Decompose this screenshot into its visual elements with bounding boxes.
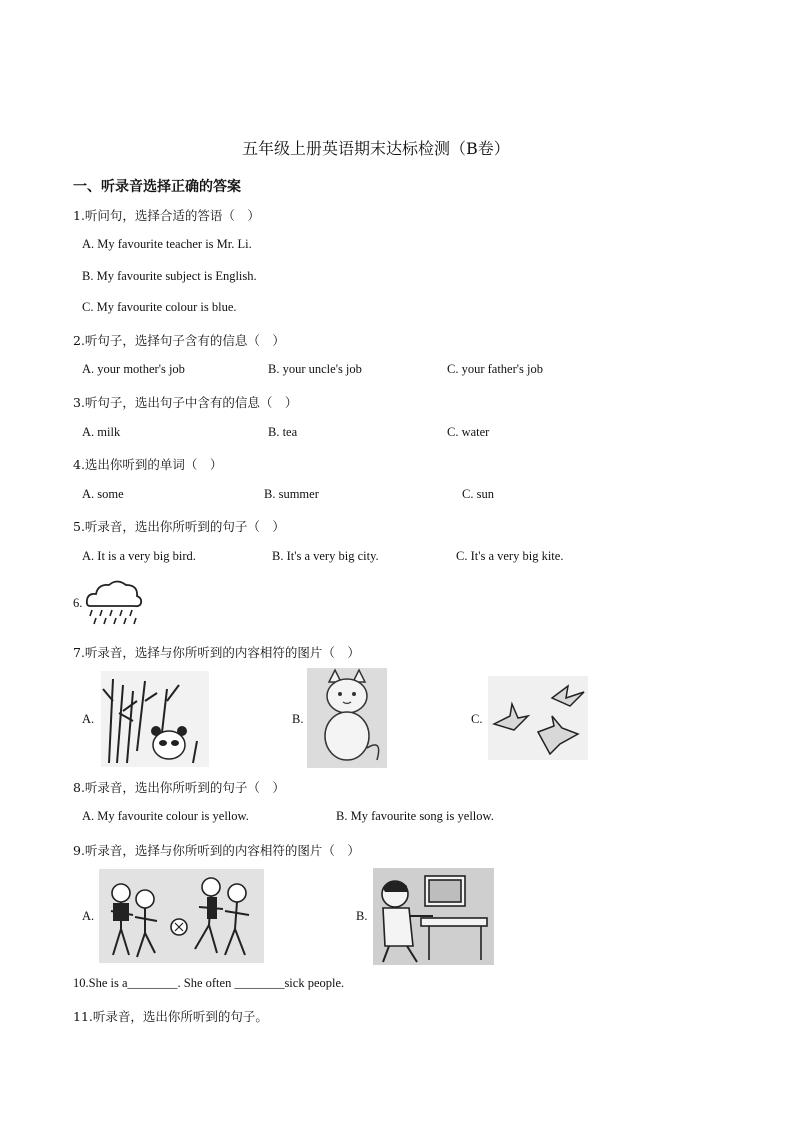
question-4-option-c: C. sun — [462, 487, 494, 501]
question-7-label-a: A. — [82, 712, 95, 726]
question-9-label-b: B. — [356, 909, 368, 923]
question-2-stem: 2.听句子，选择句子含有的信息（ ） — [73, 333, 285, 348]
question-2-option-c: C. your father's job — [447, 362, 543, 376]
question-9-label-a: A. — [82, 909, 95, 923]
rain-cloud-icon — [84, 576, 144, 630]
kids-playing-football-image — [99, 869, 264, 963]
question-3-option-a: A. milk — [82, 425, 121, 439]
question-2-option-b: B. your uncle's job — [268, 362, 362, 376]
question-6-number: 6. — [73, 596, 83, 610]
section-heading: 一、听录音选择正确的答案 — [73, 179, 241, 195]
page-title: 五年级上册英语期末达标检测（B卷） — [242, 139, 510, 158]
question-5-option-c: C. It's a very big kite. — [456, 549, 564, 563]
cat-image — [307, 668, 387, 768]
question-4-option-a: A. some — [82, 487, 124, 501]
question-1-option-c: C. My favourite colour is blue. — [82, 300, 237, 314]
question-1-stem: 1.听问句，选择合适的答语（ ） — [73, 208, 260, 223]
question-11-stem: 11.听录音，选出你所听到的句子。 — [73, 1009, 268, 1024]
question-7-stem: 7.听录音，选择与你所听到的内容相符的图片（ ） — [73, 645, 360, 660]
question-4-stem: 4.选出你听到的单词（ ） — [73, 457, 223, 472]
question-3-stem: 3.听句子，选出句子中含有的信息（ ） — [73, 395, 298, 410]
question-5-stem: 5.听录音，选出你所听到的句子（ ） — [73, 519, 285, 534]
question-5-option-b: B. It's a very big city. — [272, 549, 379, 563]
question-3-option-b: B. tea — [268, 425, 298, 439]
question-8-stem: 8.听录音，选出你所听到的句子（ ） — [73, 780, 285, 795]
question-10-text: 10.She is a________. She often ________sick people. — [73, 976, 345, 990]
question-9-stem: 9.听录音，选择与你所听到的内容相符的图片（ ） — [73, 843, 360, 858]
question-8-option-b: B. My favourite song is yellow. — [336, 809, 494, 823]
question-8-option-a: A. My favourite colour is yellow. — [82, 809, 249, 823]
question-7-label-c: C. — [471, 712, 483, 726]
birds-image — [488, 676, 588, 760]
question-4-option-b: B. summer — [264, 487, 319, 501]
question-3-option-c: C. water — [447, 425, 490, 439]
panda-bamboo-image — [101, 671, 209, 767]
question-7-label-b: B. — [292, 712, 304, 726]
boy-at-computer-image — [373, 868, 494, 965]
question-5-option-a: A. It is a very big bird. — [82, 549, 196, 563]
question-1-option-a: A. My favourite teacher is Mr. Li. — [82, 237, 252, 251]
question-1-option-b: B. My favourite subject is English. — [82, 269, 257, 283]
question-2-option-a: A. your mother's job — [82, 362, 185, 376]
